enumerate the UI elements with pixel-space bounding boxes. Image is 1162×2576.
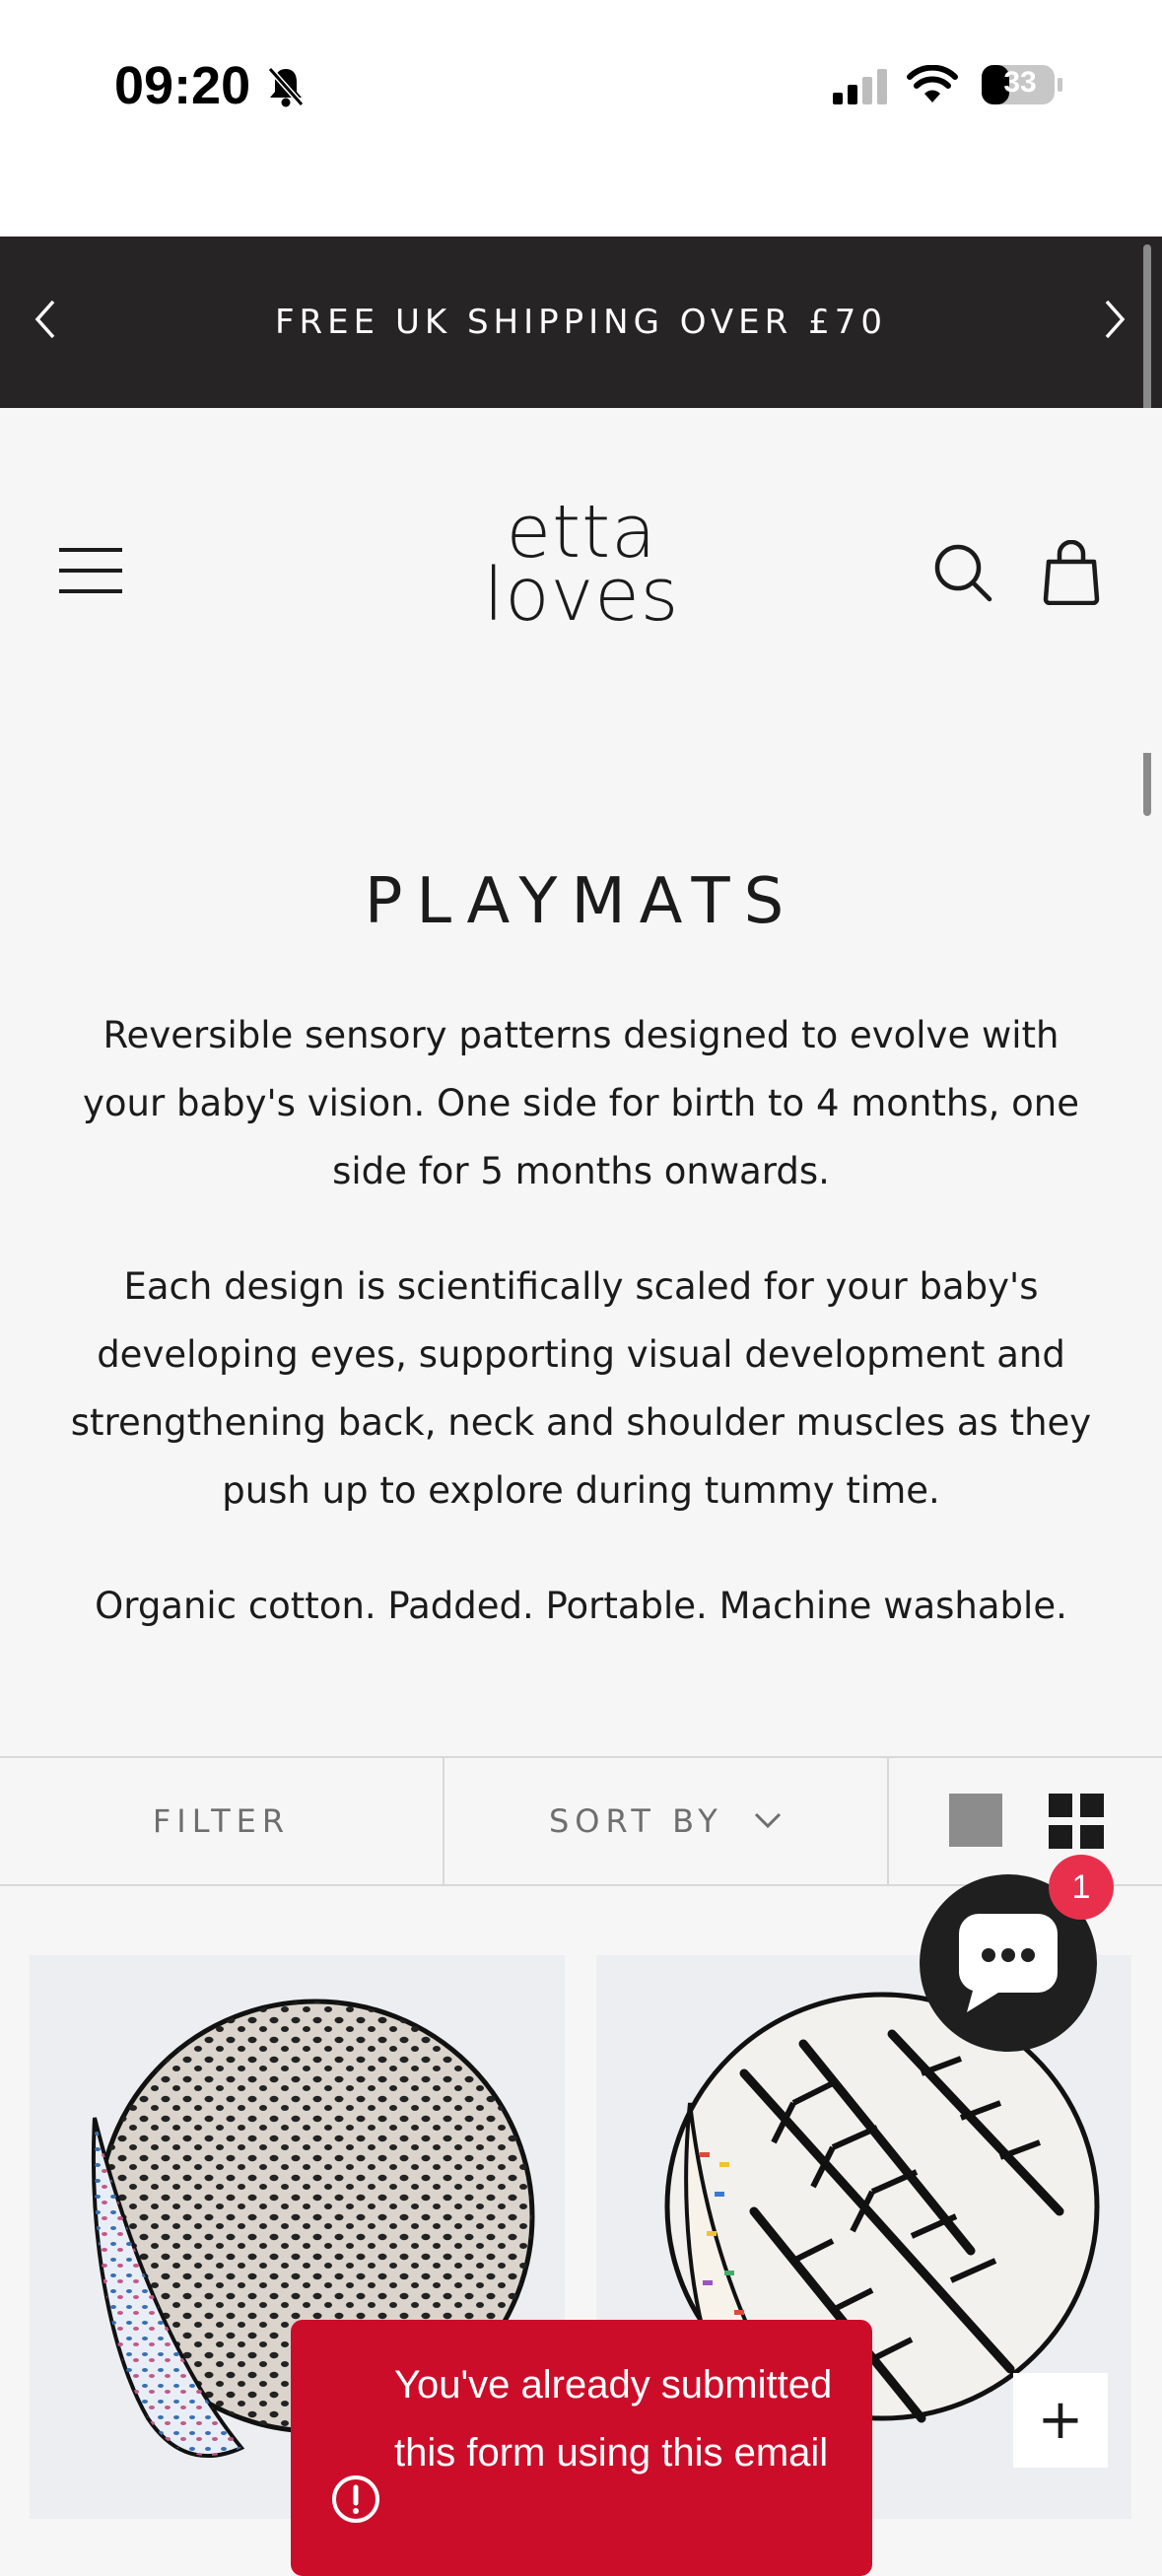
logo-line-1: etta [506, 490, 657, 575]
alert-circle-icon [330, 2474, 381, 2525]
filter-label: FILTER [152, 1802, 291, 1840]
quick-add-button[interactable]: + [1013, 2373, 1108, 2468]
announcement-text: FREE UK SHIPPING OVER £70 [275, 303, 887, 342]
wifi-icon [907, 65, 958, 104]
signal-icon [833, 69, 892, 104]
chevron-down-icon [753, 1810, 783, 1830]
page-title: PLAYMATS [364, 865, 798, 938]
search-icon[interactable] [932, 542, 993, 603]
announcement-bar [0, 237, 1162, 408]
sort-label: SORT BY [548, 1802, 723, 1840]
collection-description-3: Organic cotton. Padded. Portable. Machine washable. [95, 1585, 1067, 1627]
sort-by-button[interactable] [444, 1758, 889, 1884]
chat-notification-badge: 1 [1049, 1855, 1114, 1920]
grid-view-icon[interactable] [1049, 1794, 1104, 1849]
filter-button[interactable] [0, 1758, 444, 1884]
shopping-bag-icon[interactable] [1043, 540, 1100, 605]
toast-message: You've already submitted this form using this email [394, 2363, 833, 2474]
status-time: 09:20 [114, 56, 251, 115]
chevron-right-icon[interactable] [1099, 298, 1130, 341]
status-bar [0, 0, 1162, 237]
logo-line-2: loves [483, 553, 680, 638]
form-error-toast [291, 2320, 872, 2576]
collection-description-2: Each design is scientifically scaled for your baby's developing eyes, supporting visual development and strengthening back, neck and shoulder muscles as they push up to explore during tummy time. [70, 1265, 1092, 1512]
collection-toolbar [0, 1756, 1162, 1886]
chevron-left-icon[interactable] [30, 298, 61, 341]
brand-logo[interactable] [463, 490, 700, 638]
battery-level: 33 [1003, 66, 1037, 99]
bell-slash-icon [266, 65, 306, 108]
collection-description-1: Reversible sensory patterns designed to evolve with your baby's vision. One side for birth to 4 months, one side for 5 months onwards. [83, 1014, 1079, 1192]
hamburger-menu-icon[interactable] [57, 546, 124, 595]
single-column-view-icon[interactable] [949, 1794, 1002, 1847]
